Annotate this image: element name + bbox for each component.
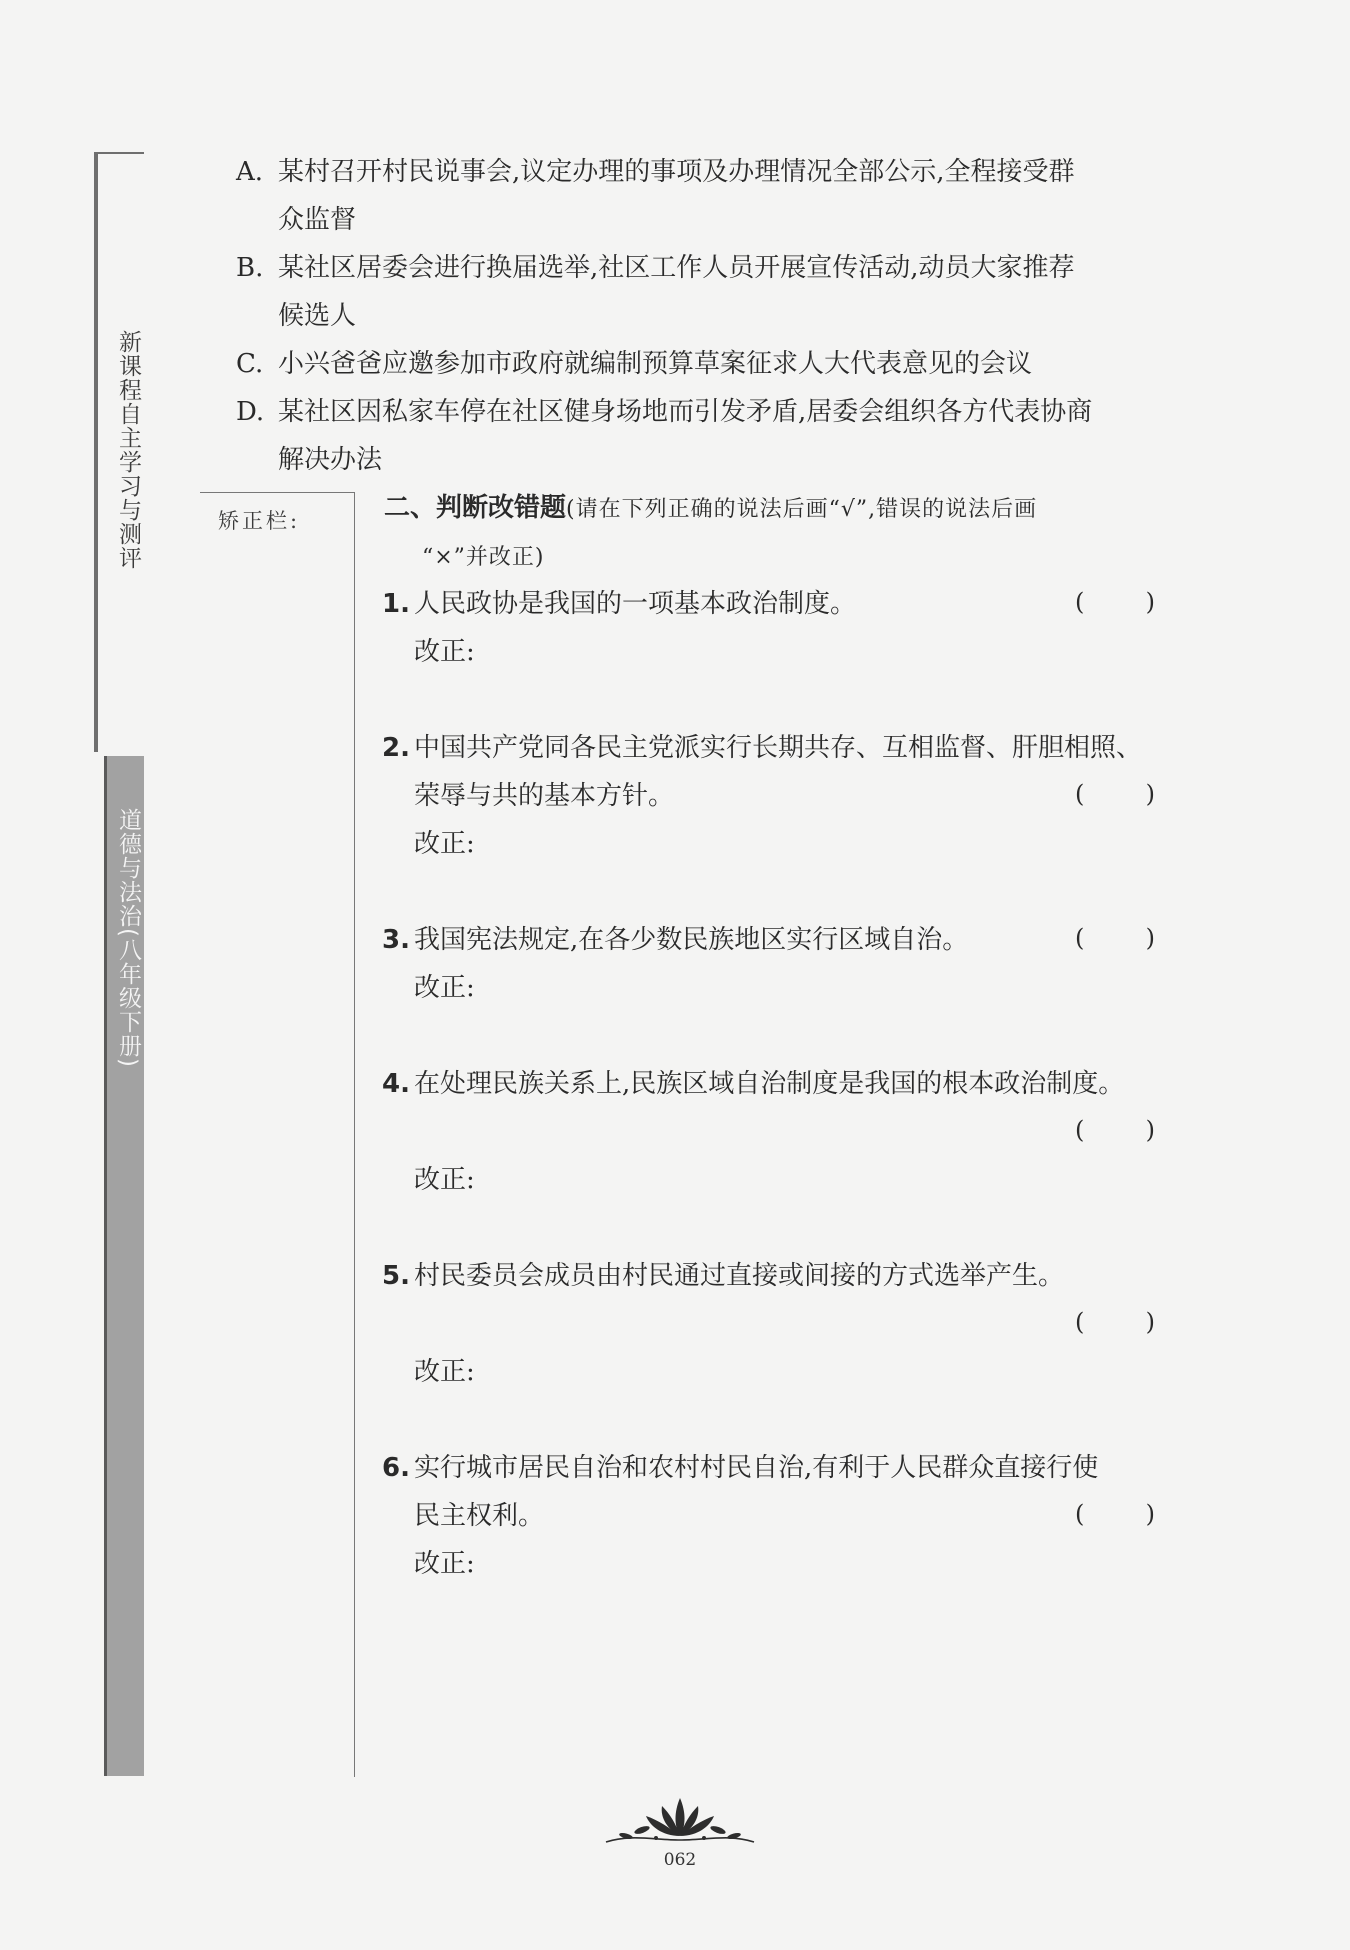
answer-blank-2[interactable]: ( ) — [1075, 780, 1155, 808]
correction-prompt: 改正: — [414, 973, 475, 1003]
floral-ornament-icon — [600, 1790, 760, 1850]
correction-column-label: 矫正栏: — [218, 509, 301, 533]
question-text-continued: 荣辱与共的基本方针。 — [414, 781, 675, 811]
correction-prompt: 改正: — [414, 1549, 475, 1579]
option-letter: C. — [236, 349, 264, 379]
option-text: 某社区居委会进行换届选举,社区工作人员开展宣传活动,动员大家推荐 — [278, 253, 1075, 283]
option-text: 小兴爸爸应邀参加市政府就编制预算草案征求人大代表意见的会议 — [278, 349, 1033, 379]
option-text: 某村召开村民说事会,议定办理的事项及办理情况全部公示,全程接受群 — [278, 157, 1075, 187]
question-1 — [382, 580, 1172, 676]
option-text: 某社区因私家车停在社区健身场地而引发矛盾,居委会组织各方代表协商 — [278, 397, 1093, 427]
option-letter: B. — [236, 253, 264, 283]
question-2 — [382, 724, 1172, 868]
section-judgement-correction — [384, 484, 1174, 582]
question-text: 我国宪法规定,在各少数民族地区实行区域自治。 — [414, 925, 969, 955]
question-number: 3. — [382, 925, 410, 955]
question-number: 6. — [382, 1453, 410, 1483]
section-heading: 二、判断改错题 — [384, 493, 567, 523]
question-text: 在处理民族关系上,民族区域自治制度是我国的根本政治制度。 — [414, 1069, 1125, 1099]
option-a — [236, 148, 1176, 244]
option-letter: A. — [236, 157, 264, 187]
question-4 — [382, 1060, 1172, 1204]
correction-prompt: 改正: — [414, 829, 475, 859]
question-3 — [382, 916, 1172, 1012]
correction-column-divider — [354, 492, 355, 1777]
question-number: 1. — [382, 589, 410, 619]
side-tab-series-title: 新课程自主学习与测评 — [115, 330, 141, 570]
question-text: 中国共产党同各民主党派实行长期共存、互相监督、肝胆相照、 — [414, 733, 1143, 763]
section-instruction: (请在下列正确的说法后画“√”,错误的说法后画 — [566, 497, 1038, 522]
option-d — [236, 388, 1176, 484]
question-number: 4. — [382, 1069, 410, 1099]
option-text-continued: 众监督 — [278, 205, 357, 235]
answer-blank-6[interactable]: ( ) — [1075, 1500, 1155, 1528]
correction-column-top-rule — [200, 492, 354, 493]
section-instruction-continued: “×”并改正) — [422, 545, 545, 570]
side-tab-subject-title: 道德与法治(八年级下册) — [115, 808, 141, 1068]
answer-blank-5[interactable]: ( ) — [1075, 1308, 1155, 1336]
option-c — [236, 340, 1176, 388]
question-text: 村民委员会成员由村民通过直接或间接的方式选举产生。 — [414, 1261, 1065, 1291]
question-text-continued: 民主权利。 — [414, 1501, 545, 1531]
answer-blank-4[interactable]: ( ) — [1075, 1116, 1155, 1144]
page-number: 062 — [663, 1850, 697, 1870]
question-number: 5. — [382, 1261, 410, 1291]
correction-prompt: 改正: — [414, 1165, 475, 1195]
question-text: 实行城市居民自治和农村村民自治,有利于人民群众直接行使 — [414, 1453, 1099, 1483]
option-b — [236, 244, 1176, 340]
option-letter: D. — [236, 397, 265, 427]
answer-blank-3[interactable]: ( ) — [1075, 924, 1155, 952]
question-6 — [382, 1444, 1172, 1588]
question-number: 2. — [382, 733, 410, 763]
option-text-continued: 解决办法 — [278, 445, 383, 475]
question-text: 人民政协是我国的一项基本政治制度。 — [414, 589, 857, 619]
question-5 — [382, 1252, 1172, 1396]
correction-prompt: 改正: — [414, 1357, 475, 1387]
option-text-continued: 候选人 — [278, 301, 357, 331]
correction-prompt: 改正: — [414, 637, 475, 667]
answer-blank-1[interactable]: ( ) — [1075, 588, 1155, 616]
